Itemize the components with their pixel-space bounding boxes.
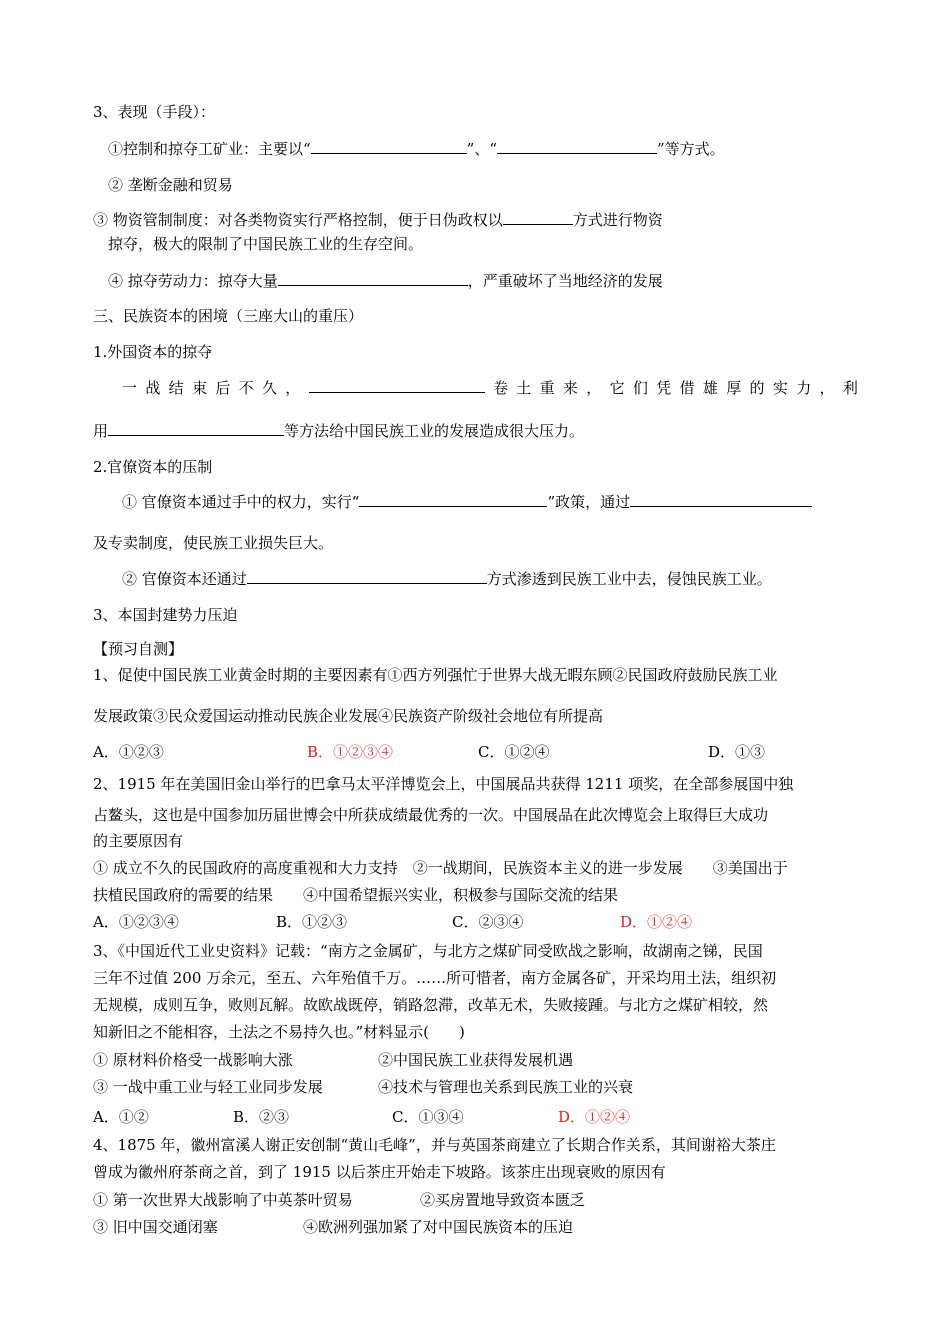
q3-option-c[interactable]: C．①③④ <box>392 1108 464 1126</box>
q2-option-c[interactable]: C．②③④ <box>452 913 524 931</box>
q1-option-c[interactable]: C．①②④ <box>478 743 550 761</box>
q1-line1: 1、促使中国民族工业黄金时期的主要因素有①西方列强忙于世界大战无暇东顾②民国政府鼓励民族工业 <box>93 666 778 684</box>
blank[interactable] <box>311 139 467 154</box>
blank[interactable] <box>503 210 573 225</box>
blank[interactable] <box>497 139 657 154</box>
foreign-capital-line1: 一 战 结 束 后 不 久 ， 卷 土 重 来 ， 它 们 凭 借 雄 厚 的 实 力 ， 利 <box>122 379 858 397</box>
q4-statement-2: ②买房置地导致资本匮乏 <box>420 1191 586 1209</box>
bureaucratic-line1b: 及专卖制度，使民族工业损失巨大。 <box>93 534 334 552</box>
q3-line1: 3、《中国近代工业史资料》记载：“南方之金属矿，与北方之煤矿同受欧战之影响，故湖南之锑，民国 <box>93 942 763 960</box>
bureaucratic-line2: ② 官僚资本还通过 方式渗透到民族工业中去，侵蚀民族工业。 <box>122 570 772 588</box>
test-title: 【预习自测】 <box>93 640 184 658</box>
q4-line2: 曾成为徽州府茶商之首，到了 1915 以后茶庄开始走下坡路。该茶庄出现衰败的原因有 <box>93 1163 666 1181</box>
item-control-mining: ①控制和掠夺工矿业：主要以“ ”、“ ”等方式。 <box>108 140 725 158</box>
blank[interactable] <box>278 271 468 286</box>
q3-option-a[interactable]: A．①② <box>93 1108 149 1126</box>
foreign-capital-line2: 用 等方法给中国民族工业的发展造成很大压力。 <box>93 422 585 440</box>
q1-line2: 发展政策③民众爱国运动推动民族企业发展④民族资产阶级社会地位有所提高 <box>93 707 604 725</box>
bureaucratic-line1: ① 官僚资本通过手中的权力，实行“ ”政策，通过 <box>122 492 812 512</box>
q4-line1: 4、1875 年，徽州富溪人谢正安创制“黄山毛峰”，并与英国茶商建立了长期合作关系，其间谢裕大茶庄 <box>93 1136 776 1154</box>
q2-line1: 2、1915 年在美国旧金山举行的巴拿马太平洋博览会上，中国展品共获得 1211 项奖，在全部参展国中独 <box>93 775 794 793</box>
blank[interactable] <box>359 492 547 507</box>
q3-line3: 无规模，成则互争，败则瓦解。故欧战既停，销路忽滞，改革无术，失败接踵。与北方之煤矿相较，然 <box>93 996 769 1014</box>
q3-statement-2: ②中国民族工业获得发展机遇 <box>378 1051 574 1069</box>
blank[interactable] <box>630 492 812 507</box>
section-title-manifestation: 3、表现（手段）： <box>93 103 216 121</box>
q2-line2: 占鳌头，这也是中国参加历届世博会中所获成绩最优秀的一次。中国展品在此次博览会上取得巨大成功 <box>93 806 769 824</box>
q1-option-d[interactable]: D．①③ <box>708 743 766 761</box>
item-material-control: ③ 物资管制制度：对各类物资实行严格控制，便于日伪政权以 方式进行物资 <box>93 211 663 229</box>
q2-option-a[interactable]: A．①②③④ <box>93 913 179 931</box>
sub-title-feudal: 3、本国封建势力压迫 <box>93 606 238 624</box>
blank[interactable] <box>108 421 284 436</box>
q3-option-b[interactable]: B．②③ <box>233 1108 290 1126</box>
q4-statement-1: ① 第一次世界大战影响了中英茶叶贸易 <box>93 1191 353 1209</box>
q1-option-a[interactable]: A．①②③ <box>93 743 164 761</box>
q2-line5: 扶植民国政府的需要的结果 ④中国希望振兴实业，积极参与国际交流的结果 <box>93 886 619 904</box>
item-monopoly-finance: ② 垄断金融和贸易 <box>108 176 233 194</box>
section-title-dilemma: 三、民族资本的困境（三座大山的重压） <box>93 307 364 325</box>
blank[interactable] <box>309 378 485 393</box>
q3-statement-3: ③ 一战中重工业与轻工业同步发展 <box>93 1078 323 1096</box>
item-labor-plunder: ④ 掠夺劳动力：掠夺大量 ，严重破坏了当地经济的发展 <box>108 272 663 290</box>
q3-line2: 三年不过值 200 万余元，至五、六年殆值千万。……所可惜者，南方金属各矿，开采均用土法，组织初 <box>93 969 777 987</box>
item-material-control-cont: 掠夺，极大的限制了中国民族工业的生存空间。 <box>108 235 424 253</box>
q2-option-b[interactable]: B．①②③ <box>276 913 348 931</box>
q2-line4: ① 成立不久的民国政府的高度重视和大力支持 ②一战期间，民族资本主义的进一步发展 ③美国出于 <box>93 859 788 877</box>
q2-option-d[interactable]: D．①②④ <box>620 913 693 931</box>
q3-statement-4: ④技术与管理也关系到民族工业的兴衰 <box>378 1078 634 1096</box>
q3-option-d[interactable]: D．①②④ <box>558 1108 631 1126</box>
sub-title-foreign-capital: 1.外国资本的掠夺 <box>93 343 213 361</box>
q1-option-b[interactable]: B．①②③④ <box>307 743 394 761</box>
q3-statement-1: ① 原材料价格受一战影响大涨 <box>93 1051 293 1069</box>
q4-statement-3: ③ 旧中国交通闭塞 <box>93 1218 218 1236</box>
q2-line3: 的主要原因有 <box>93 832 184 850</box>
blank[interactable] <box>247 569 487 584</box>
sub-title-bureaucratic: 2.官僚资本的压制 <box>93 458 213 476</box>
q3-line4: 知新旧之不能相容，土法之不易持久也。”材料显示( ) <box>93 1023 465 1041</box>
q4-statement-4: ④欧洲列强加紧了对中国民族资本的压迫 <box>303 1218 574 1236</box>
